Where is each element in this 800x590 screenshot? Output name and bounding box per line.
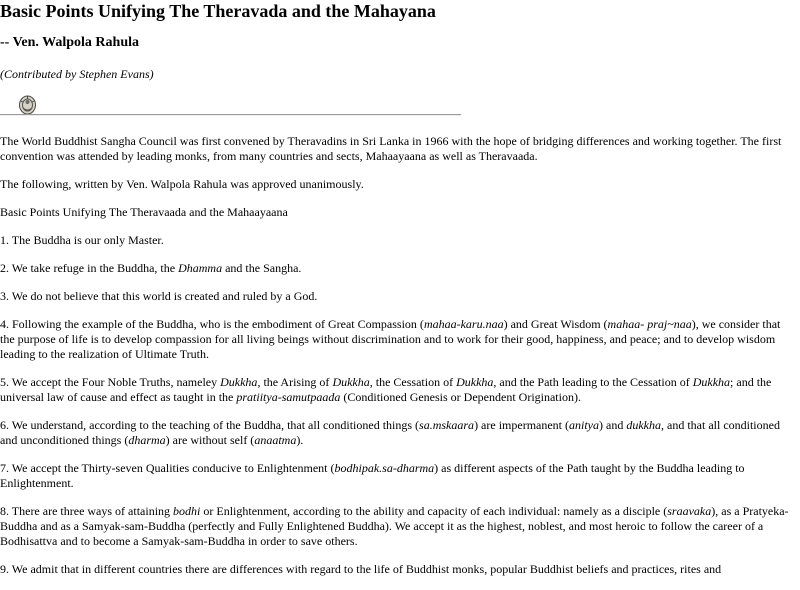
term-dhamma: Dhamma <box>178 261 223 275</box>
point-1: 1. The Buddha is our only Master. <box>0 233 164 247</box>
article-body <box>0 134 796 590</box>
term-dukkha: Dukkha <box>456 375 494 389</box>
intro-paragraph-1: The World Buddhist Sangha Council was first convened by Theravadins in Sri Lanka in 1966 with the hope of bridging differences and working together. The first convention was attended by leading monks, from many countries and sects, Mahaayaana as well as Theravaada. <box>0 134 782 163</box>
intro-paragraph-2: The following, written by Ven. Walpola Rahula was approved unanimously. <box>0 177 364 191</box>
point-7: 7. We accept the Thirty-seven Qualities conducive to Enlightenment (bodhipak.sa-dharma) as different aspects of the Path taught by the Buddha leading to Enlightenment. <box>0 461 745 490</box>
term-dukkha: dukkha <box>626 418 661 432</box>
point-5: 5. We accept the Four Noble Truths, nameley Dukkha, the Arising of Dukkha, the Cessation of Dukkha, and the Path leading to the Cessation of Dukkha; and the universal law of cause and effect as taught in the pratiitya-samutpaada (Conditioned Genesis or Dependent Origination). <box>0 375 772 404</box>
term-pratiitya-samutpaada: pratiitya-samutpaada <box>236 390 341 404</box>
term-dharma: dharma <box>128 433 166 447</box>
term-anitya: anitya <box>569 418 600 432</box>
point-2: 2. We take refuge in the Buddha, the Dhamma and the Sangha. <box>0 261 302 275</box>
term-anaatma: anaatma <box>254 433 297 447</box>
term-sraavaka: sraavaka <box>667 504 712 518</box>
page-title: Basic Points Unifying The Theravada and the Mahayana <box>0 1 436 21</box>
term-mahaa-prajnaa: mahaa- praj~naa <box>607 317 692 331</box>
term-dukkha: Dukkha <box>692 375 731 389</box>
term-dukkha: Dukkha <box>332 375 370 389</box>
point-8: 8. There are three ways of attaining bodhi or Enlightenment, according to the ability and capacity of each individual: namely as a disciple (sraavaka), as a Pratyeka-Buddha and as a Samyak-sam-Buddha (perfectly and Fully Enlightened Buddha). We accept it as the highest, noblest, and most heroic to follow the career of a Bodhisattva and to become a Samyak-sam-Buddha in order to save others. <box>0 504 789 548</box>
point-3: 3. We do not believe that this world is created and ruled by a God. <box>0 289 318 303</box>
author-line: -- Ven. Walpola Rahula <box>0 35 140 50</box>
point-9: 9. We admit that in different countries there are differences with regard to the life of Buddhist monks, popular Buddhist beliefs and practices, rites and <box>0 562 722 576</box>
term-samskaara: sa.mskaara <box>419 418 475 432</box>
term-mahaa-karunaa: mahaa-karu.naa <box>423 317 504 331</box>
point-6: 6. We understand, according to the teaching of the Buddha, that all conditioned things (sa.mskaara) are impermanent (anitya) and dukkha, and that all conditioned and unconditioned things (dharma) are without self (anaatma). <box>0 418 780 447</box>
horizontal-divider <box>0 114 461 116</box>
term-dukkha: Dukkha <box>220 375 258 389</box>
term-bodhi: bodhi <box>173 504 201 518</box>
section-heading: Basic Points Unifying The Theravaada and the Mahaayaana <box>0 205 288 219</box>
point-4: 4. Following the example of the Buddha, who is the embodiment of Great Compassion (mahaa-karu.naa) and Great Wisdom (mahaa- praj~naa), we consider that the purpose of life is to develop compassion for all living beings without discrimination and to work for their good, happiness, and peace; and to develop wisdom leading to the realization of Ultimate Truth. <box>0 317 781 361</box>
term-bodhipaksa-dharma: bodhipak.sa-dharma <box>334 461 435 475</box>
contributor-note: (Contributed by Stephen Evans) <box>0 67 154 81</box>
dharma-emblem-icon <box>18 95 37 115</box>
